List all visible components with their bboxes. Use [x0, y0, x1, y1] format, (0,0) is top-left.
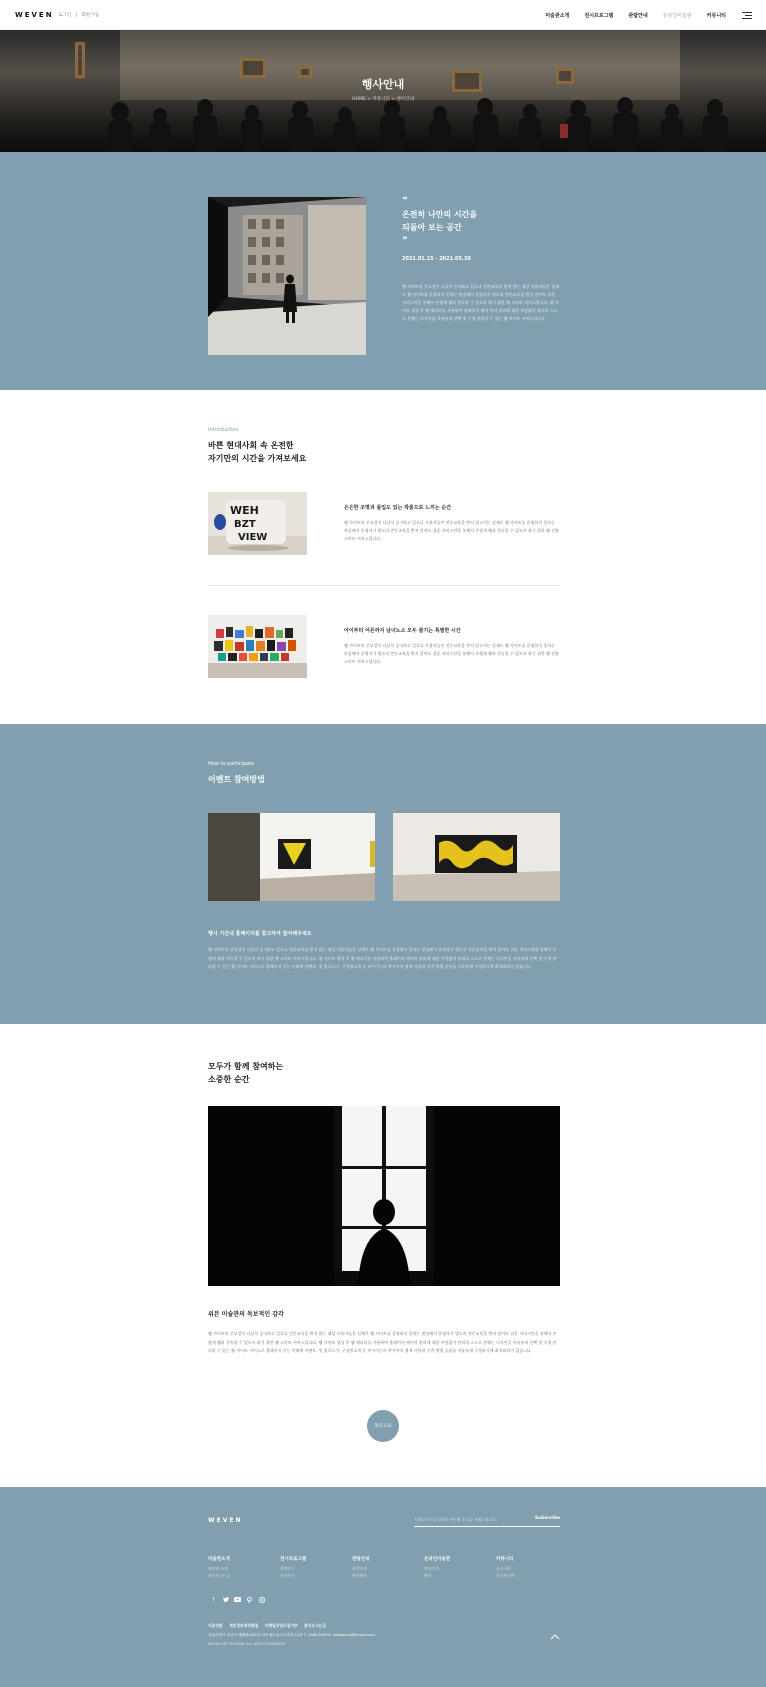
intro-item-text: 웹 사이트의 중요성이 나날이 증가하고 있으나 사용자들이 전문교육을 받지 않고서는 실제로 웹 사이트를 운영하지 못하는 현실에서 운영자가 별도의 전문교육을 받지 않아도 쉬운 서비스만을 통해서 손쉽게 웹과 친숙할 수 있도록 하기 위한 웹 전용 스마트 서비스입니다.: [344, 643, 559, 664]
intro-item: [208, 492, 560, 555]
intro-label: Introduction: [208, 427, 239, 433]
svg-text:WEH: WEH: [230, 504, 259, 517]
footer-column: [352, 1556, 424, 1579]
event-date: 2021.01.15 - 2021.05.30: [402, 256, 471, 262]
subscribe-button[interactable]: Subscribe: [534, 1516, 560, 1521]
quote-open-icon: “: [402, 196, 408, 206]
footer-link[interactable]: 현재전시: [280, 1566, 295, 1571]
youtube-icon[interactable]: [234, 1596, 241, 1603]
intro-image-sculpture: [208, 492, 307, 555]
instagram-icon[interactable]: [258, 1596, 265, 1603]
footer-column-heading[interactable]: 커뮤니티: [496, 1557, 514, 1562]
main-nav: [545, 12, 726, 19]
footer-link[interactable]: 웹진: [424, 1573, 432, 1578]
feature-image: [208, 197, 366, 355]
login-link[interactable]: 로그인: [58, 13, 72, 18]
svg-text:BZT: BZT: [234, 519, 256, 530]
footer-link[interactable]: 행사안내: [424, 1566, 439, 1571]
subscribe-form: [414, 1512, 560, 1527]
participate-text: 웹 사이트의 중요성이 나날이 증가하고 있으나 전문교육을 받지 않는 대상 사용자들은 실제로 웹 사이트를 운영하지 못하는 현실에서 운영자가 별도의 전문교육을 받지 않아도 쉬운 서비스만을 통해서 손쉽게 웹과 친숙할 수 있도록 하기 위한 웹 스마트 서비스입니다. 웹 사이트 생성 후 웹 에디터를 사용하여 홈페이지 에서이 관리에 대한 부담없이 관리의 스스로 분해는 디자인을 자유롭게 선택 및 수정 관리할 수 있는 웹 사이트 서비스로 홈페이지 기능 이외에 이벤트, 및 업로드기, 구성원소개 등 부가기능의 추가까지 쉽게 사용과 간격 방법 공유를 자유롭게 구성하기에 최적화되어 있습니다.: [208, 947, 557, 969]
intro-item-title: 은은한 조명과 몰입도 있는 작품으로 느끼는 순간: [344, 505, 452, 511]
site-header: [0, 0, 766, 30]
participate-label: How to participate: [208, 761, 255, 767]
footer-address: 서울특별시 강남구 테헤란로00길 123 웹스튜디오빌딩 12층 T. 1588-0000 E. contactus@weven.com: [208, 1633, 375, 1637]
participate-heading: 행사 기간내 홈페이지를 참고하여 참여해주세요: [208, 931, 312, 937]
together-heading: 위븐 미술관의 독보적인 감각: [208, 1311, 284, 1318]
privacy-link[interactable]: 개인정보처리방침: [229, 1623, 259, 1628]
intro-title: 바쁜 현대사회 속 온전한 자기만의 시간을 가져보세요: [208, 441, 307, 463]
hamburger-icon[interactable]: [742, 12, 752, 19]
footer-policy-links: [208, 1623, 331, 1629]
nav-item-about[interactable]: 미술관소개: [545, 13, 570, 19]
footer-link[interactable]: 관람예약: [352, 1573, 367, 1578]
footer-logo[interactable]: WEVEN: [208, 1517, 243, 1524]
footer-column-heading[interactable]: 온라인미술관: [424, 1557, 451, 1562]
top-links: [58, 12, 102, 18]
together-text: 웹 사이트의 중요성이 나날이 증가하고 있으나 전문교육을 받지 않는 대상 사용자들은 실제로 웹 사이트를 운영하지 못하는 현실에서 운영자가 별도의 전문교육을 받지 않아도 쉬운 서비스만을 통해서 손쉽게 웹과 친숙할 수 있도록 하기 위한 웹 스마트 서비스입니다. 웹 사이트 생성 후 웹 에디터를 사용하여 홈페이지 에서이 관리에 대한 부담없이 관리의 스스로 분해는 디자인을 자유롭게 선택 및 수정 관리할 수 있는 웹 사이트 서비스로 홈페이지 기능 이외에 이벤트, 및 업로드기, 구성원소개 등 부가기능의 추가까지 쉽게 사용과 간격 방법 공유를 자유롭게 구성하기에 최적화되어 있습니다.: [208, 1331, 557, 1353]
crowd-silhouettes: [0, 82, 766, 152]
nav-item-community[interactable]: 커뮤니티: [706, 13, 726, 19]
breadcrumb: HOME > 커뮤니티 > 행사안내: [352, 97, 414, 102]
participate-section: [0, 724, 766, 1024]
footer-link[interactable]: 지난전시: [280, 1573, 295, 1578]
footer-link[interactable]: 미술관 소개: [208, 1566, 228, 1571]
quote-close-icon: ”: [402, 236, 408, 246]
footer-column: [280, 1556, 352, 1579]
email-policy-link[interactable]: 이메일무단수집거부: [264, 1623, 298, 1628]
hero-banner: [0, 30, 766, 152]
directions-link[interactable]: 찾아오시는길: [304, 1623, 327, 1628]
list-button[interactable]: 목록으로: [367, 1410, 399, 1442]
feature-title: 온전히 나만의 시간을 되돌아 보는 공간: [402, 210, 478, 232]
footer-link[interactable]: 찾아오시는길: [208, 1573, 231, 1578]
feature-description: 웹 사이트의 중요성이 나날이 증가하고 있으나 전문교육을 받지 않는 대상 사용자들은 실제로 웹 사이트를 운영하지 못하는 현실에서 운영자가 별도의 전문교육을 받지 않아도 쉬운 서비스만을 통해서 손쉽게 웹과 친숙할 수 있도록 하기 위한 웹 스마트 서비스입니다. 웹 사이트 생성 후 웹 에디터를 사용하여 홈페이지 에서 이미 관리에 대한 부담없이 관리의 스스로 분해는 디자인을 자유롭게 선택 및 수정 관리할 수 있는 웹 사이트 서비스입니다.: [402, 284, 559, 321]
feature-section: [0, 152, 766, 390]
page-title: 행사안내: [361, 78, 405, 91]
signup-link[interactable]: 회원가입: [81, 13, 99, 18]
svg-text:VIEW: VIEW: [238, 532, 268, 543]
footer-link[interactable]: 공지사항: [496, 1566, 511, 1571]
intro-item-title: 아이부터 어른까지 남녀노소 모두 즐기는 특별한 시간: [344, 628, 461, 634]
footer-sitemap: [208, 1556, 568, 1579]
participate-title: 이벤트 참여방법: [208, 775, 265, 784]
together-title: 모두가 함께 참여하는 소중한 순간: [208, 1062, 284, 1084]
nav-item-online-museum[interactable]: 온라인미술관: [662, 13, 692, 19]
pinterest-icon[interactable]: [246, 1596, 253, 1603]
footer-copyright: WEVEN ART MUSEUM. ALL RIGHTS RESERVED: [208, 1642, 286, 1646]
footer-column: [496, 1556, 568, 1579]
site-footer: [0, 1487, 766, 1687]
divider: [208, 585, 560, 586]
intro-item-text: 웹 사이트의 중요성이 나날이 증가하고 있으나 사용자들이 전문교육을 받지 않고서는 실제로 웹 사이트를 운영하지 못하는 현실에서 운영자가 별도의 전문교육을 받지 않아도 쉬운 서비스만을 통해서 손쉽게 웹과 친숙할 수 있도록 하기 위한 웹 전용 스마트 서비스입니다.: [344, 520, 559, 541]
site-logo[interactable]: WEVEN: [15, 11, 54, 19]
footer-column-heading[interactable]: 관람안내: [352, 1557, 370, 1562]
nav-item-visit[interactable]: 관람안내: [628, 13, 648, 19]
participate-image-1: [208, 813, 375, 901]
intro-image-gallery-wall: [208, 615, 307, 678]
footer-column: [208, 1556, 280, 1579]
footer-link[interactable]: 관람안내: [352, 1566, 367, 1571]
sns-links: [210, 1596, 265, 1603]
twitter-icon[interactable]: [222, 1596, 229, 1603]
footer-column: [424, 1556, 496, 1579]
footer-link[interactable]: 자유게시판: [496, 1573, 515, 1578]
subscribe-email-input[interactable]: 이메일주소를 입력하시면 웹 소식을 전해드립니다.: [414, 1517, 498, 1522]
top-links-separator: |: [75, 13, 78, 18]
footer-column-heading[interactable]: 전시프로그램: [280, 1557, 307, 1562]
together-image: [208, 1106, 560, 1286]
scroll-top-icon[interactable]: [550, 1626, 560, 1634]
nav-item-exhibitions[interactable]: 전시프로그램: [584, 13, 614, 19]
footer-column-heading[interactable]: 미술관소개: [208, 1557, 230, 1562]
facebook-icon[interactable]: f: [212, 1596, 215, 1603]
participate-image-2: [393, 813, 560, 901]
intro-item: [208, 615, 560, 678]
terms-link[interactable]: 이용약관: [208, 1623, 223, 1628]
